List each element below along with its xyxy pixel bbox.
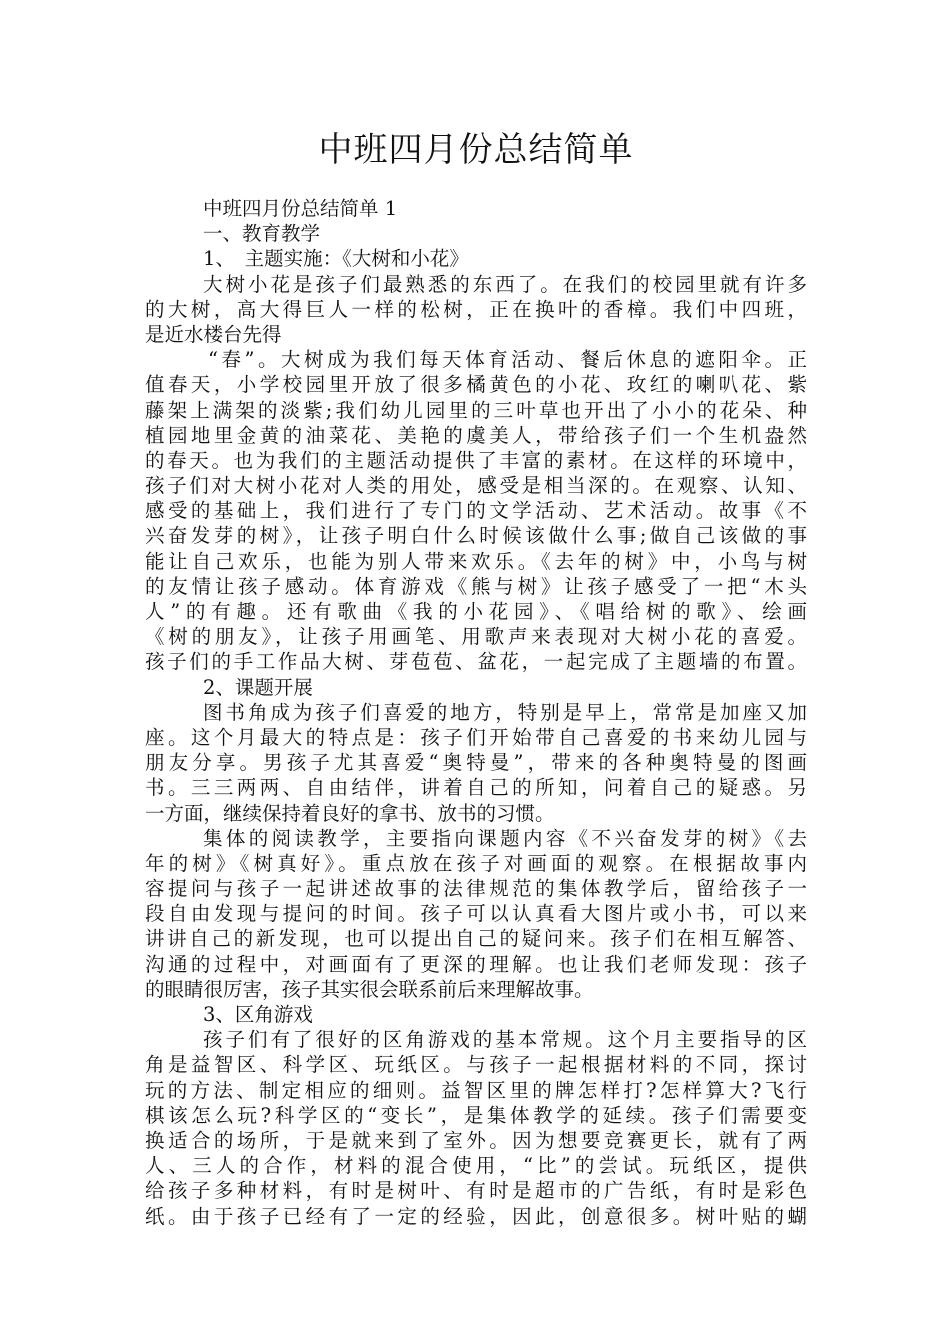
paragraph-line: 棋该怎么玩?科学区的“变长”，是集体教学的延续。孩子们需要变: [145, 1103, 807, 1127]
paragraph-line: 容提问与孩子一起讲述故事的法律规范的集体教学后，留给孩子一: [145, 877, 807, 901]
paragraph-line: 一方面，继续保持着良好的拿书、放书的习惯。: [145, 801, 555, 825]
document-title: 中班四月份总结简单: [318, 130, 634, 170]
paragraph-line: 玩的方法、制定相应的细则。益智区里的牌怎样打?怎样算大?飞行: [145, 1078, 807, 1102]
section-heading: 一、教育教学: [203, 222, 321, 246]
paragraph-line: “春”。大树成为我们每天体育活动、餐后休息的遮阳伞。正: [208, 348, 807, 372]
paragraph-line: 孩子们的手工作品大树、芽苞苞、盆花，一起完成了主题墙的布置。: [145, 650, 807, 674]
paragraph-line: 的春天。也为我们的主题活动提供了丰富的素材。在这样的环境中，: [145, 448, 807, 472]
paragraph-line: 座。这个月最大的特点是：孩子们开始带自己喜爱的书来幼儿园与: [145, 725, 807, 749]
paragraph-line: 《树的朋友》，让孩子用画笔、用歌声来表现对大树小花的喜爱。: [145, 625, 807, 649]
subsection-heading: 1、 主题实施：《大树和小花》: [203, 247, 469, 271]
paragraph-line: 讲讲自己的新发现，也可以提出自己的疑问来。孩子们在相互解答、: [145, 927, 807, 951]
paragraph-line: 的大树，高大得巨人一样的松树，正在换叶的香樟。我们中四班，: [145, 297, 807, 321]
paragraph-line: 朋友分享。男孩子尤其喜爱“奥特曼”，带来的各种奥特曼的图画: [145, 751, 807, 775]
paragraph-line: 纸。由于孩子已经有了一定的经验，因此，创意很多。树叶贴的蝴: [145, 1204, 807, 1228]
paragraph-line: 孩子们有了很好的区角游戏的基本常规。这个月主要指导的区: [203, 1028, 807, 1052]
paragraph-line: 集体的阅读教学，主要指向课题内容《不兴奋发芽的树》《去: [203, 826, 807, 850]
paragraph-line: 植园地里金黄的油菜花、美艳的虞美人，带给孩子们一个生机盎然: [145, 423, 807, 447]
paragraph-line: 孩子们对大树小花对人类的用处，感受是相当深的。在观察、认知、: [145, 474, 807, 498]
paragraph-line: 段自由发现与提问的时间。孩子可以认真看大图片或小书，可以来: [145, 902, 807, 926]
paragraph-line: 感受的基础上，我们进行了专门的文学活动、艺术活动。故事《不: [145, 499, 807, 523]
paragraph-line: 书。三三两两、自由结伴，讲着自己的所知，问着自己的疑惑。另: [145, 776, 807, 800]
paragraph-line: 图书角成为孩子们喜爱的地方，特别是早上，常常是加座又加: [203, 700, 807, 724]
paragraph-line: 角是益智区、科学区、玩纸区。与孩子一起根据材料的不同，探讨: [145, 1053, 807, 1077]
paragraph-line: 换适合的场所，于是就来到了室外。因为想要竞赛更长，就有了两: [145, 1128, 807, 1152]
section-heading: 中班四月份总结简单 1: [203, 197, 398, 220]
paragraph-line: 人、三人的合作，材料的混合使用，“比”的尝试。玩纸区，提供: [145, 1154, 807, 1178]
paragraph-line: 大树小花是孩子们最熟悉的东西了。在我们的校园里就有许多: [203, 272, 807, 296]
paragraph-line: 能让自己欢乐，也能为别人带来欢乐。《去年的树》中，小鸟与树: [145, 549, 807, 573]
paragraph-line: 兴奋发芽的树》，让孩子明白什么时候该做什么事;做自己该做的事: [145, 524, 807, 548]
subsection-heading: 2、课题开展: [203, 675, 313, 699]
subsection-heading: 3、区角游戏: [203, 1003, 313, 1026]
paragraph-line: 值春天，小学校园里开放了很多橘黄色的小花、玫红的喇叭花、紫: [145, 373, 807, 397]
paragraph-line: 给孩子多种材料，有时是树叶、有时是超市的广告纸，有时是彩色: [145, 1179, 807, 1203]
paragraph-line: 人”的有趣。还有歌曲《我的小花园》、《唱给树的歌》、绘画: [145, 600, 807, 623]
paragraph-line: 的友情让孩子感动。体育游戏《熊与树》让孩子感受了一把“木头: [145, 574, 807, 598]
paragraph-line: 沟通的过程中，对画面有了更深的理解。也让我们老师发现：孩子: [145, 952, 807, 976]
document-page: [145, 0, 807, 1344]
paragraph-line: 是近水楼台先得: [145, 322, 282, 346]
document-body: [145, 196, 807, 1229]
paragraph-line: 的眼睛很厉害，孩子其实很会联系前后来理解故事。: [145, 977, 594, 1001]
paragraph-line: 年的树》《树真好》。重点放在孩子对画面的观察。在根据故事内: [145, 851, 807, 875]
paragraph-line: 藤架上满架的淡紫;我们幼儿园里的三叶草也开出了小小的花朵、种: [145, 398, 807, 422]
